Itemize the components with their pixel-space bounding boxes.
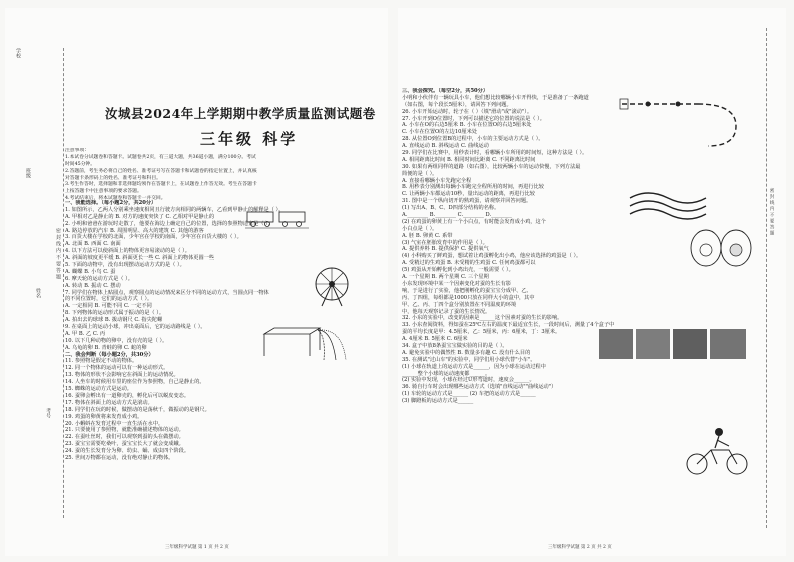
exam-page-2 bbox=[398, 8, 786, 556]
question-line: 35. 在测试"过山车"的实验中，同学们用小球代替"小车"。 bbox=[402, 356, 536, 363]
egg-cross-section-diagram bbox=[688, 228, 758, 268]
question-line: A. 提供养料 B. 提供保护 C. 提供氧气 bbox=[402, 246, 489, 253]
question-line: 11. 参照物是假定不动的物体。 bbox=[65, 358, 138, 365]
question-line: A. 乌龟的卵 B. 青蛙的卵 C. 蛇的卵 bbox=[65, 344, 147, 351]
question-line: A. 直接看哪辆小车先跑完全程 bbox=[402, 177, 472, 184]
seal-line-note-right: 密 封 线 内 不 要 答 题 bbox=[769, 188, 774, 236]
question-line: 32. 小东的实验中，改变的因素是______这个因素对蚕的生长的影响。 bbox=[402, 315, 563, 322]
question-line: A. 甲 B. 乙 C. 丙 bbox=[65, 330, 106, 337]
question-line: 5. 下面的动物中，没有出现摆动运动方式的是（ ）。 bbox=[65, 262, 185, 269]
instruction-line: 1.本试卷分试题卷和答题卡。试题卷共2页，有三道大题，共36道小题，满分100分。考试 bbox=[65, 154, 256, 160]
question-line: 9. 在桌面上的运动小球，冲出桌面后，它的运动路线是（ ）。 bbox=[65, 324, 206, 331]
question-line: C. 让两辆小车都运动10秒，量出运动的距离，再进行比较 bbox=[402, 191, 535, 198]
instruction-line: 上按答题卡中注意事项的要求答题。 bbox=[65, 189, 142, 195]
question-line: 26. 小车开始运动时，轮子在（ ）（填"滑动"或"滚动"）。 bbox=[402, 108, 533, 115]
two-roads-diagram bbox=[628, 188, 708, 224]
question-line: 16. 蚕卵会孵出有一道卵壳的，孵化后可以蜕皮变态。 bbox=[65, 392, 190, 399]
question-line: 小明和小伙伴有一辆玩具小车，他们想比较哪辆小车开得快，于是准备了一条跑道 bbox=[402, 94, 589, 101]
question-line: A. 拍出去的球球 B. 拨动钢尺 C. 指尖陀螺 bbox=[65, 317, 163, 324]
seal-line bbox=[63, 48, 64, 518]
question-line: A.________ B.________ C.________ D.________ bbox=[402, 212, 512, 219]
question-line: 三、我会探究。（每空2分，共50分） bbox=[402, 88, 489, 94]
track-diagram bbox=[618, 90, 748, 150]
question-line: 33. 小东查阅资料，得知蚕在25℃左右的温度下最适宜生长，一段时间后，测量了4个盒子中 bbox=[402, 322, 615, 329]
seal-line-right bbox=[766, 28, 767, 528]
question-line: (3) 气室在胚胎发育中的作用是（ ）。 bbox=[402, 239, 488, 246]
question-line: A. 一个星期 B. 两个星期 C. 三个星期 bbox=[402, 274, 489, 281]
question-line: 一、我能选择。（每小题2分，共20分） bbox=[65, 200, 157, 206]
two-cars-illustration bbox=[245, 204, 309, 234]
seal-line-note: 密 封 线 内 不 要 答 题 bbox=[55, 228, 61, 280]
question-line: A. 小车在O的右边5厘米 B. 小车在位置O的右边5厘米处 bbox=[402, 122, 532, 129]
question-line: （如右图，每个段长5厘米），请回答下列问题。 bbox=[402, 101, 512, 108]
question-line: ______整个小球的运动速度都______。 bbox=[402, 370, 491, 377]
instructions bbox=[65, 148, 385, 203]
gutter-name: 姓名 bbox=[35, 288, 41, 298]
question-line: A. 相同距离比时间 B. 相同时间比距离 C. 不同距离比时间 bbox=[402, 156, 536, 163]
question-line: A. 转动 B. 振动 C. 摆动 bbox=[65, 282, 121, 289]
question-line: (2) 在鸡蛋的卵黄上有一个小白点，有时能会发育成小鸡，这个 bbox=[402, 218, 546, 225]
question-line: (4) 小科购买了鲜鸡蛋，想试着让鸡蛋孵化出小鸡，他应该选择的鸡蛋是（ ）。 bbox=[402, 253, 582, 260]
question-line: A. 受精过的生鸡蛋 B. 未受精的生鸡蛋 C. 任何鸡蛋都可以 bbox=[402, 260, 536, 267]
question-line: 14. 人坐车的时候用车里的座位作为参照物，自己是静止的。 bbox=[65, 379, 205, 386]
page-2-footer: 三年级科学试题 第 2 页 共 2 页 bbox=[548, 545, 612, 550]
instruction-line: 对答题卡条形码上的姓名、准考证号和科目。 bbox=[65, 175, 161, 181]
question-line: 7. 同学们在物体上贴圆点，观察圆点的运动情况来区分不同的运动方式，当圆点同一物体 bbox=[65, 289, 269, 296]
question-line: A. 斜面的坡度更平缓 B. 斜面更长一些 C. 斜面上的物体更圆一些 bbox=[65, 255, 215, 262]
question-line: A. 北面 B. 西面 C. 南面 bbox=[65, 241, 121, 248]
page-1-footer: 三年级科学试题 第 1 页 共 2 页 bbox=[165, 545, 229, 550]
question-line: 响，于是进行了实验，他把刚孵化的蚕宝宝分成甲、乙、 bbox=[402, 287, 532, 294]
question-line: 2. 小明和爸爸在游玩时走散了，他要在海边上确定自己的位置，选择的参照物适宜是（ ）。 bbox=[65, 220, 273, 227]
question-line: A. 胚 B. 卵黄 C. 系带 bbox=[402, 232, 453, 239]
exam-title: 汝城县2024年上学期期中教学质量监测试题卷 bbox=[105, 106, 376, 121]
question-line: 28. 从位置O到位置B的过程中，小车的主要运动方式是（ ）。 bbox=[402, 136, 544, 143]
question-line: 30. 如果有两组同样的道路（如右图），比较两辆小车的运动快慢，下列方法最 bbox=[402, 163, 581, 170]
question-line: 22. 在蚕吐丝时，我们可以观察到蚕的头在做摆动。 bbox=[65, 434, 184, 441]
exam-page-1 bbox=[5, 8, 388, 556]
gutter-school: 学校 bbox=[15, 48, 21, 58]
question-line: 10. 以下几种动物的卵中，没有壳的是（ ）。 bbox=[65, 337, 168, 344]
question-line: 蚕的平均长度是甲：4.5厘米，乙：5厘米，丙：6厘米，丁：3厘米。 bbox=[402, 329, 561, 336]
question-line: 27. 小车开到O位置时，下列可以描述它的位置的说法是（ ）。 bbox=[402, 115, 545, 122]
question-line: 19. 鸡蛋的卵黄将来发育成小鸡。 bbox=[65, 413, 143, 420]
question-line: 36. 骑自行车时会出现哪些运动方式（选填"直线运动""曲线运动"） bbox=[402, 384, 557, 391]
instruction-line: 4.考试结束后，将本试题卷和答题卡一并交回。 bbox=[65, 196, 166, 202]
question-line: (3) 脚蹬板的运动方式是______ bbox=[402, 398, 474, 405]
question-line: 丙、丁四组，每组都是1000只放在同样大小的盒中，其中 bbox=[402, 294, 535, 301]
question-line: 23. 蚕宝宝需要吃桑叶，蚕宝宝长大了就会变成蛾。 bbox=[65, 441, 184, 448]
question-line: 12. 同一个物体的运动可以有一种运动形式。 bbox=[65, 365, 169, 372]
question-line: 的不同位置时，它们的运动方式（ ）。 bbox=[65, 296, 153, 303]
question-line: 17. 物体在斜面上的运动方式是滚动。 bbox=[65, 399, 153, 406]
question-line: 15. 蜘蛛的运动方式是运动。 bbox=[65, 386, 132, 393]
instruction-line: 3.考生作答时，选择题和非选择题均须作在答题卡上，在试题卷上作答无效。考生在答题卡 bbox=[65, 182, 257, 188]
question-line: 21. 只要使用了参照物，就能准确描述物体的运动。 bbox=[65, 427, 184, 434]
question-line: (1) 车轮的运动方式是______ (2) 车把的运动方式是______ bbox=[402, 391, 536, 398]
question-line: A. 4厘米 B. 5厘米 C. 6厘米 bbox=[402, 336, 468, 343]
question-line: (2) 实验中发现，小球在经过U形弯道时，速度会______。 bbox=[402, 377, 535, 384]
question-line: 1. 如图所示，乙两人分别乘坐速度相同且行驶方向相同的两辆车，乙看到甲静止的解释是（ ）。 bbox=[65, 206, 284, 213]
question-line: 6. 摩天轮的运动方式是（ ）。 bbox=[65, 275, 133, 282]
instruction-line: 2.答题前，考生务必将自己的姓名、准考证号写在答题卡和试题卷的指定位置上，并认真核 bbox=[65, 168, 257, 174]
question-line: 二、我会判断（每小题2分，共30分） bbox=[65, 351, 154, 358]
exam-subtitle: 三年级 科学 bbox=[200, 130, 299, 148]
question-line: 小东发现环境中某一个因素变化对蚕的生长有影 bbox=[402, 280, 511, 287]
binding-gutter bbox=[13, 48, 59, 518]
question-line: 20. 小蝌蚪在发育过程中一直生活在水中。 bbox=[65, 420, 164, 427]
question-line: 简便的是（ ）。 bbox=[402, 170, 438, 177]
question-line: 31. 图中是一个纵向切开的熟鸡蛋，请观察并回答问题。 bbox=[402, 198, 532, 205]
question-line: 中，他每天观察记录了蚕的生长情况。 bbox=[402, 308, 491, 315]
question-line: (5) 鸡蛋从开始孵化到小鸡出壳，一般需要（ ）。 bbox=[402, 267, 514, 274]
binding-gutter-right bbox=[762, 28, 784, 528]
question-line: 18. 同学们在玩的时候，做摆动的是荡秋千，做振动的是钢尺。 bbox=[65, 406, 210, 413]
question-line: B. 用秒表分别测出每辆小车跑完全程所用的时间，再进行比较 bbox=[402, 184, 544, 191]
question-line: A. 一定相同 B. 可能不同 C. 一定不同 bbox=[65, 303, 152, 310]
question-line: A. 甲相对乙是静止的 B. 对方的速度突快了 C. 乙相对甲是静止的 bbox=[65, 213, 215, 220]
question-line: 13. 物体的形状不会影响它在斜面上的运动情况。 bbox=[65, 372, 179, 379]
question-line: 3. 百货大楼在学校的北面，少年宫在学校的南面，少年宫在百货大楼的（ ）。 bbox=[65, 234, 242, 241]
ferris-wheel-illustration bbox=[310, 264, 354, 308]
question-line: 甲、乙、丙、丁四个盒分别放置在不同温度的环境 bbox=[402, 301, 517, 308]
question-line: A. 直线运动 B. 斜线运动 C. 曲线运动 bbox=[402, 143, 489, 150]
silkworm-photos bbox=[598, 328, 748, 360]
question-line: 4. 以下方法可以使斜面上的物体更容易滚动的是（ ）。 bbox=[65, 248, 190, 255]
gutter-exam-no: 考号 bbox=[45, 408, 51, 418]
question-line: 24. 蚕的生长发育分为卵、幼虫、蛹、成虫四个阶段。 bbox=[65, 448, 190, 455]
question-line: 小白点是（ ）。 bbox=[402, 225, 438, 232]
question-line: 29. 同学们在比赛中，用秒表计时，看哪辆小车所用的时间短，这种方法是（ ）。 bbox=[402, 150, 588, 157]
question-line: C. 小车在位置O的左边10厘米处 bbox=[402, 129, 477, 136]
question-line: (1) 写出A、B、C、D四部分结构的名称。 bbox=[402, 205, 500, 212]
bicycle-rider-illustration bbox=[683, 426, 753, 476]
gutter-class: 班级 bbox=[25, 168, 31, 178]
question-line: A. 避免实验中的偶然性 B. 数量多有趣 C. 没有什么目的 bbox=[402, 349, 531, 356]
instruction-line: 时间45分钟。 bbox=[65, 161, 96, 167]
question-line: A. 路边停放的汽车 B. 周围明显、高大的建筑 C. 其他的游客 bbox=[65, 227, 204, 234]
question-line: A. 蝴蝶 B. 小鸟 C. 蚕 bbox=[65, 268, 116, 275]
question-line: 34. 盒子中放8条蚕宝宝做实验的目的是（ ）。 bbox=[402, 342, 508, 349]
table-ball-path-illustration bbox=[260, 326, 350, 364]
question-line: (1) 小球在轨道上的运动方式是______，因为小球在运动过程中 bbox=[402, 363, 546, 370]
question-line: 25. 世间万物都在运动，没有绝对静止的物体。 bbox=[65, 454, 174, 461]
instruction-line: 注意事项： bbox=[65, 148, 89, 153]
question-line: 8. 下列物体的运动形式属于振动的是（ ）。 bbox=[65, 310, 165, 317]
